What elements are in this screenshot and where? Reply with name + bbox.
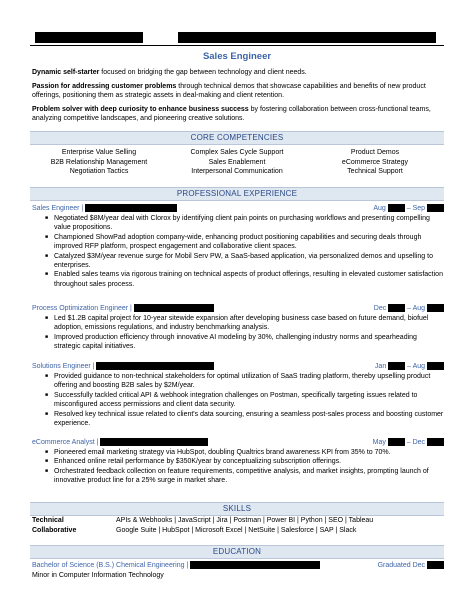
list-item: ■ Championed ShowPad adoption company-wide, enhancing product positioning capabilities and securing deals through improved RFP platform, prospect engagement and collaborative client spaces. bbox=[54, 233, 444, 252]
skills-label: Collaborative bbox=[32, 526, 77, 534]
list-item: ■ Enhanced online retail performance by $350K/year by conceptualizing subscription offerings. bbox=[54, 457, 444, 466]
skills-row bbox=[32, 516, 444, 526]
job-dates: May – Dec bbox=[373, 438, 444, 447]
job-bullets bbox=[32, 448, 444, 486]
job-title: Solutions Engineer | bbox=[32, 363, 95, 371]
competency-item: Technical Support bbox=[347, 168, 403, 176]
section-heading-core-competencies: CORE COMPETENCIES bbox=[30, 131, 444, 145]
redacted-company bbox=[100, 438, 208, 446]
list-item: ■ Successfully tackled critical API & webhook integration challenges on Postman, specifically targeting issues related to misconfigured access permissions and client data security. bbox=[54, 391, 444, 410]
graduation-date: Graduated Dec bbox=[377, 562, 426, 569]
competency-item: B2B Relationship Management bbox=[50, 158, 148, 166]
skills-value: Google Suite | HubSpot | Microsoft Excel | NetSuite | Salesforce | SAP | Slack bbox=[116, 526, 357, 534]
job-title: Sales Engineer | bbox=[32, 205, 84, 213]
competency-item: Interpersonal Communication bbox=[191, 168, 283, 176]
job-dates: Aug – Sep bbox=[373, 204, 444, 213]
competency-item: Negotiation Tactics bbox=[69, 168, 129, 176]
header-divider bbox=[30, 45, 444, 46]
summary-line: Dynamic self-starter focused on bridging the gap between technology and client needs. bbox=[32, 69, 307, 76]
skills-value: APIs & Webhooks | JavaScript | Jira | Postman | Power BI | Python | SEO | Tableau bbox=[116, 517, 374, 524]
section-heading-education: EDUCATION bbox=[30, 545, 444, 559]
redacted-school bbox=[190, 561, 320, 569]
competency-item: eCommerce Strategy bbox=[341, 158, 409, 166]
list-item: ■ Orchestrated feedback collection on feature requirements, competitive analysis, and market insights, prompting launch of innovative product line for a 25% surge in market share. bbox=[54, 467, 444, 486]
job-bullets bbox=[32, 372, 444, 428]
list-item: ■ Catalyzed $3M/year revenue surge for Mobil Serv PW, a SaaS-based application, via personalized demos and upselling to enterprises. bbox=[54, 252, 444, 271]
list-item: ■ Resolved key technical issue related to client's data sourcing, ensuring a seamless post-sales process and boosting customer experience. bbox=[54, 410, 444, 429]
list-item: ■ Negotiated $8M/year deal with Clorox by identifying client pain points on purchasing workflows and presenting compelling value propositions. bbox=[54, 214, 444, 233]
summary-line: Passion for addressing customer problems through technical demos that showcase capabilities and benefits of new product offerings, positioning them as strategic assets in deal-making and client retention. bbox=[32, 82, 426, 100]
list-item: ■ Improved production efficiency through innovative AI modeling by 30%, challenging industry norms and spearheading strategic capital initiatives. bbox=[54, 333, 444, 352]
summary-line: Problem solver with deep curiosity to enhance business success by fostering collaboration between cross-functional teams, analyzing competitive landscapes, and pioneering creative solutions. bbox=[32, 105, 431, 123]
section-heading-professional-experience: PROFESSIONAL EXPERIENCE bbox=[30, 187, 444, 201]
job-bullets bbox=[32, 314, 444, 352]
education-entry bbox=[32, 561, 444, 580]
list-item: ■ Provided guidance to non-technical stakeholders for optimal utilization of SaaS trading platform, thereby upselling product offering and boosting B2B sales by $2M/year. bbox=[54, 372, 444, 391]
competency-item: Complex Sales Cycle Support bbox=[190, 149, 284, 156]
redacted-name bbox=[35, 32, 143, 43]
job-entry bbox=[32, 204, 444, 289]
section-heading-skills: SKILLS bbox=[30, 502, 444, 516]
competency-item: Product Demos bbox=[350, 149, 400, 156]
skills-label: Technical bbox=[32, 517, 64, 524]
redacted-company bbox=[96, 362, 214, 370]
job-title: eCommerce Analyst | bbox=[32, 439, 99, 447]
job-entry bbox=[32, 438, 444, 486]
competency-item: Enterprise Value Selling bbox=[61, 149, 137, 156]
job-bullets bbox=[32, 214, 444, 289]
summary bbox=[32, 68, 444, 128]
competency-item: Sales Enablement bbox=[208, 158, 266, 166]
job-entry bbox=[32, 304, 444, 352]
job-dates: Jan – Aug bbox=[375, 362, 444, 371]
list-item: ■ Enabled sales teams via rigorous training on technical aspects of product offerings, resulting in elevated customer satisfaction throughout sales process. bbox=[54, 270, 444, 289]
redacted-contact-info bbox=[178, 32, 436, 43]
redacted-company bbox=[85, 204, 177, 212]
competencies-grid bbox=[30, 148, 444, 177]
job-dates: Dec – Aug bbox=[374, 304, 444, 313]
minor: Minor in Computer Information Technology bbox=[32, 571, 164, 579]
skills-list bbox=[32, 516, 444, 535]
redacted-company bbox=[134, 304, 214, 312]
resume-title: Sales Engineer bbox=[202, 51, 272, 62]
list-item: ■ Pioneered email marketing strategy via HubSpot, doubling Qualtrics brand awareness KPI from 35% to 70%. bbox=[54, 448, 444, 457]
degree: Bachelor of Science (B.S.) Chemical Engineering | bbox=[32, 562, 189, 569]
skills-row bbox=[32, 526, 444, 536]
job-title: Process Optimization Engineer | bbox=[32, 305, 132, 313]
job-entry bbox=[32, 362, 444, 428]
list-item: ■ Led $1.2B capital project for 10-year sitewide expansion after developing business case based on future demand, biofuel adoption, emissions regulations, and industry benchmarking analysis. bbox=[54, 314, 444, 333]
